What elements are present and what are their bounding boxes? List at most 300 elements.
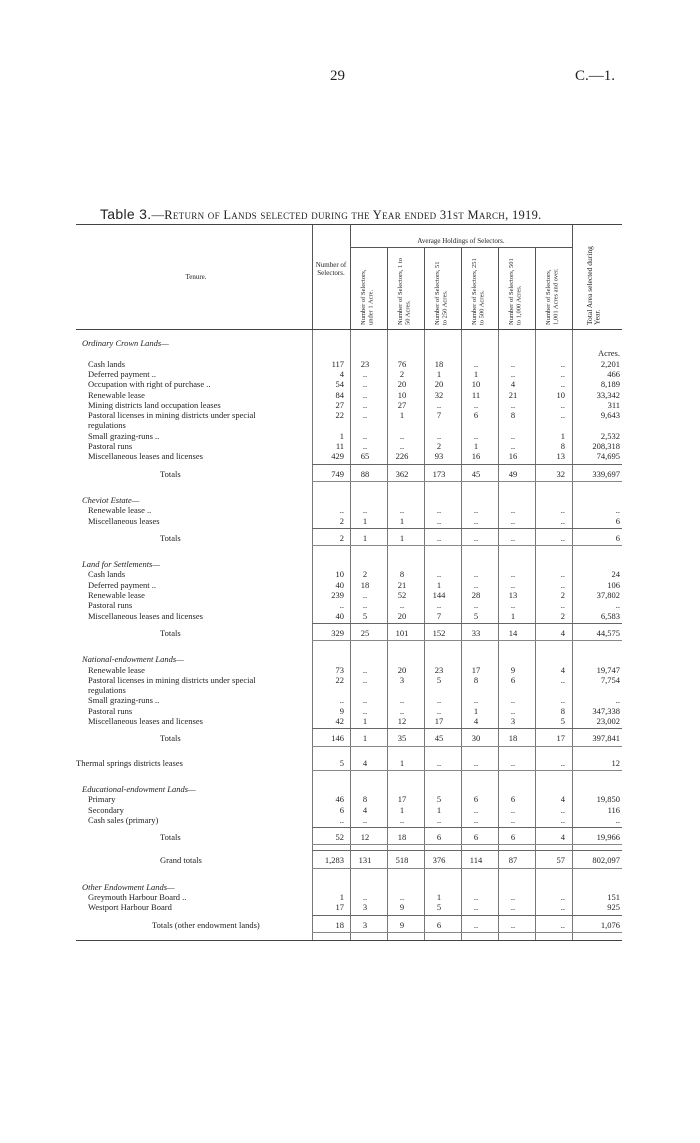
row-label: Small grazing-runs .. bbox=[88, 430, 160, 441]
cell: 27 bbox=[335, 399, 344, 410]
cell: 10 bbox=[397, 389, 407, 400]
header-tenure: Tenure. bbox=[185, 273, 207, 281]
cell: 151 bbox=[607, 892, 620, 902]
cell: .. bbox=[560, 410, 565, 421]
cell: 14 bbox=[508, 627, 518, 638]
cell: 4 bbox=[339, 368, 344, 379]
cell: 22 bbox=[335, 410, 344, 421]
cell: 4 bbox=[362, 757, 368, 768]
cell: 19,850 bbox=[596, 794, 620, 805]
cell: .. bbox=[362, 389, 368, 400]
cell: 152 bbox=[432, 627, 446, 638]
row-label: Totals bbox=[160, 468, 181, 479]
cell: 8,189 bbox=[600, 379, 620, 390]
cell: .. bbox=[560, 814, 565, 825]
cell: .. bbox=[399, 600, 405, 611]
row-label: Primary bbox=[88, 794, 116, 805]
row-label: Land for Settlements— bbox=[82, 559, 160, 570]
cell: .. bbox=[399, 705, 405, 716]
table-number: Table 3. bbox=[100, 206, 152, 222]
cell: .. bbox=[362, 430, 368, 441]
cell: .. bbox=[473, 919, 479, 930]
cell: 12 bbox=[611, 757, 620, 768]
cell: 18 bbox=[335, 919, 344, 930]
cell: 19,966 bbox=[596, 832, 620, 843]
cell: 1 bbox=[362, 733, 368, 744]
cell: .. bbox=[510, 515, 516, 526]
cell: .. bbox=[399, 430, 405, 441]
cell: .. bbox=[473, 814, 479, 825]
cell: .. bbox=[362, 590, 368, 600]
row-label: Westport Harbour Board bbox=[88, 902, 172, 913]
cell: 3 bbox=[362, 902, 368, 913]
cell: .. bbox=[473, 902, 479, 913]
cell: 10 bbox=[471, 379, 481, 390]
cell: 17 bbox=[335, 902, 344, 913]
cell: 11 bbox=[335, 441, 344, 451]
cell: 466 bbox=[607, 368, 620, 379]
cell: 144 bbox=[432, 590, 446, 600]
cell: .. bbox=[560, 515, 565, 526]
cell: 9 bbox=[510, 664, 516, 675]
cell: .. bbox=[560, 902, 565, 913]
cell: .. bbox=[560, 919, 565, 930]
cell: .. bbox=[436, 600, 442, 611]
cell: 13 bbox=[508, 590, 518, 600]
header-num-selectors: Number of Selectors. bbox=[315, 261, 347, 277]
cell: .. bbox=[362, 892, 368, 902]
cell: 339,697 bbox=[592, 468, 620, 479]
row-label: Grand totals bbox=[160, 855, 202, 866]
cell: 1,283 bbox=[324, 855, 344, 866]
cell: 2 bbox=[399, 368, 405, 379]
row-label: regulations bbox=[88, 685, 126, 696]
cell: .. bbox=[436, 515, 442, 526]
cell: .. bbox=[436, 505, 442, 516]
cell: 12 bbox=[360, 832, 370, 843]
cell: 84 bbox=[335, 389, 344, 400]
table-header bbox=[76, 224, 622, 330]
cell: .. bbox=[560, 358, 565, 369]
cell: 17 bbox=[397, 794, 407, 805]
cell: 6 bbox=[615, 515, 620, 526]
cell: .. bbox=[362, 814, 368, 825]
row-label: Renewable lease bbox=[88, 590, 145, 600]
table-row bbox=[76, 580, 622, 590]
cell: .. bbox=[510, 579, 516, 590]
cell: 2 bbox=[436, 441, 442, 451]
cell: 6 bbox=[510, 832, 516, 843]
cell: .. bbox=[473, 532, 479, 543]
cell: 23 bbox=[434, 664, 444, 675]
cell: .. bbox=[473, 430, 479, 441]
cell: .. bbox=[510, 600, 516, 611]
table-row bbox=[76, 420, 622, 430]
row-label: Cash lands bbox=[88, 569, 126, 580]
row-label: Renewable lease bbox=[88, 389, 145, 400]
cell: 9 bbox=[339, 705, 344, 716]
cell: .. bbox=[362, 695, 368, 706]
cell: 10 bbox=[335, 569, 344, 580]
totals-row bbox=[76, 920, 622, 930]
cell: 1 bbox=[399, 804, 405, 815]
cell: .. bbox=[510, 441, 516, 451]
row-label: Deferred payment .. bbox=[88, 368, 156, 379]
cell: 6 bbox=[473, 410, 479, 421]
table-row bbox=[76, 758, 622, 768]
cell: .. bbox=[510, 569, 516, 580]
cell: 93 bbox=[434, 451, 444, 462]
cell: 5 bbox=[560, 716, 565, 726]
cell: .. bbox=[473, 600, 479, 611]
cell: .. bbox=[510, 505, 516, 516]
cell: 76 bbox=[397, 358, 407, 369]
cell: 20 bbox=[397, 379, 407, 390]
row-label: Pastoral runs bbox=[88, 600, 133, 611]
cell: 8 bbox=[473, 674, 479, 685]
table-row bbox=[76, 611, 622, 621]
row-label: Small grazing-runs .. bbox=[88, 695, 160, 706]
cell: .. bbox=[560, 674, 565, 685]
cell: .. bbox=[560, 532, 565, 543]
cell: 4 bbox=[560, 664, 565, 675]
cell: 2 bbox=[362, 569, 368, 580]
row-label: Miscellaneous leases and licenses bbox=[88, 716, 203, 726]
cell: 87 bbox=[508, 855, 518, 866]
cell: 6,583 bbox=[600, 610, 620, 621]
cell: 7 bbox=[436, 610, 442, 621]
cell: 18 bbox=[434, 358, 444, 369]
header-total-area: Total Area selected during Year. bbox=[585, 246, 602, 325]
table-row bbox=[76, 359, 622, 369]
row-label: Totals (other endowment lands) bbox=[152, 919, 260, 930]
lands-table bbox=[76, 224, 622, 941]
table-row bbox=[76, 665, 622, 675]
cell: 52 bbox=[397, 590, 407, 600]
cell: 1 bbox=[473, 705, 479, 716]
cell: 925 bbox=[607, 902, 620, 913]
cell: .. bbox=[473, 569, 479, 580]
cell: .. bbox=[436, 757, 442, 768]
cell: 44,575 bbox=[596, 627, 620, 638]
cell: .. bbox=[473, 757, 479, 768]
table-row bbox=[76, 815, 622, 825]
cell: 13 bbox=[556, 451, 565, 462]
cell: 1,076 bbox=[600, 919, 620, 930]
cell: .. bbox=[510, 358, 516, 369]
cell: 21 bbox=[397, 579, 407, 590]
cell: .. bbox=[436, 399, 442, 410]
cell: 429 bbox=[331, 451, 344, 462]
row-label: Greymouth Harbour Board .. bbox=[88, 892, 187, 902]
totals-row bbox=[76, 832, 622, 842]
cell: .. bbox=[436, 430, 442, 441]
cell: .. bbox=[362, 664, 368, 675]
page-number: 29 bbox=[330, 68, 345, 84]
cell: .. bbox=[473, 579, 479, 590]
cell: .. bbox=[436, 569, 442, 580]
cell: 4 bbox=[362, 804, 368, 815]
cell: 8 bbox=[362, 794, 368, 805]
cell: 40 bbox=[335, 610, 344, 621]
cell: 24 bbox=[611, 569, 620, 580]
table-row bbox=[76, 441, 622, 451]
cell: .. bbox=[399, 441, 405, 451]
table-row bbox=[76, 600, 622, 610]
row-label: regulations bbox=[88, 420, 126, 431]
cell: .. bbox=[473, 505, 479, 516]
cell: 20 bbox=[397, 610, 407, 621]
header-col-1-50: Number of Selectors, 1 to 50 Acres. bbox=[397, 258, 412, 325]
cell: 37,802 bbox=[596, 590, 620, 600]
cell: 9 bbox=[399, 919, 405, 930]
cell: 74,695 bbox=[596, 451, 620, 462]
cell: 226 bbox=[395, 451, 409, 462]
cell: 33,342 bbox=[596, 389, 620, 400]
cell: 18 bbox=[508, 733, 518, 744]
cell: 2 bbox=[560, 610, 565, 621]
cell: 1 bbox=[436, 804, 442, 815]
cell: .. bbox=[473, 399, 479, 410]
totals-row bbox=[76, 628, 622, 638]
cell: 6 bbox=[339, 804, 344, 815]
cell: .. bbox=[510, 919, 516, 930]
cell: 6 bbox=[436, 832, 442, 843]
cell: 173 bbox=[432, 468, 446, 479]
row-label: Miscellaneous leases and licenses bbox=[88, 451, 203, 462]
cell: .. bbox=[362, 379, 368, 390]
cell: 19,747 bbox=[596, 664, 620, 675]
totals-row bbox=[76, 733, 622, 743]
cell: 5 bbox=[362, 610, 368, 621]
header-col-51-250: Number of Selectors, 51 to 250 Acres. bbox=[434, 261, 449, 325]
section-row bbox=[76, 784, 622, 794]
cell: 33 bbox=[471, 627, 481, 638]
cell: 146 bbox=[331, 733, 344, 744]
cell: 1 bbox=[473, 368, 479, 379]
cell: 329 bbox=[331, 627, 344, 638]
cell: 35 bbox=[397, 733, 407, 744]
cell: .. bbox=[560, 695, 565, 706]
cell: .. bbox=[510, 695, 516, 706]
cell: 5 bbox=[436, 902, 442, 913]
cell: 1 bbox=[339, 430, 344, 441]
row-label: Miscellaneous leases and licenses bbox=[88, 610, 203, 621]
cell: 7,754 bbox=[600, 674, 620, 685]
row-label: Thermal springs districts leases bbox=[76, 757, 183, 768]
cell: 32 bbox=[434, 389, 444, 400]
cell: 45 bbox=[471, 468, 481, 479]
cell: .. bbox=[560, 600, 565, 611]
cell: .. bbox=[560, 757, 565, 768]
cell: 4 bbox=[560, 794, 565, 805]
cell: .. bbox=[510, 705, 516, 716]
cell: 1 bbox=[399, 757, 405, 768]
table-title bbox=[100, 206, 620, 223]
section-row bbox=[76, 559, 622, 569]
cell: Acres. bbox=[598, 348, 620, 359]
cell: 16 bbox=[471, 451, 481, 462]
cell: 749 bbox=[331, 468, 344, 479]
cell: 9 bbox=[399, 902, 405, 913]
cell: .. bbox=[560, 892, 565, 902]
cell: .. bbox=[339, 695, 344, 706]
table-row bbox=[76, 516, 622, 526]
table-row bbox=[76, 590, 622, 600]
cell: .. bbox=[436, 705, 442, 716]
row-label: Cash sales (primary) bbox=[88, 814, 159, 825]
cell: .. bbox=[510, 804, 516, 815]
cell: 1 bbox=[510, 610, 516, 621]
table-row bbox=[76, 369, 622, 379]
cell: 3 bbox=[399, 674, 405, 685]
cell: 22 bbox=[335, 674, 344, 685]
row-label: Secondary bbox=[88, 804, 124, 815]
cell: .. bbox=[510, 902, 516, 913]
cell: .. bbox=[615, 600, 620, 611]
cell: 5 bbox=[436, 674, 442, 685]
cell: .. bbox=[473, 695, 479, 706]
table-row bbox=[76, 794, 622, 804]
cell: 20 bbox=[397, 664, 407, 675]
cell: .. bbox=[510, 368, 516, 379]
cell: 3 bbox=[362, 919, 368, 930]
cell: .. bbox=[473, 515, 479, 526]
cell: 17 bbox=[434, 716, 444, 726]
cell: .. bbox=[560, 505, 565, 516]
cell: 17 bbox=[471, 664, 481, 675]
cell: .. bbox=[436, 695, 442, 706]
row-label: National-endowment Lands— bbox=[82, 654, 184, 665]
cell: 2 bbox=[339, 515, 344, 526]
cell: 54 bbox=[335, 379, 344, 390]
section-row bbox=[76, 882, 622, 892]
table-row bbox=[76, 410, 622, 420]
cell: 18 bbox=[397, 832, 407, 843]
row-label: Renewable lease bbox=[88, 664, 145, 675]
table-row bbox=[76, 706, 622, 716]
cell: 3 bbox=[510, 716, 516, 726]
cell: 1 bbox=[473, 441, 479, 451]
cell: .. bbox=[615, 505, 620, 516]
cell: .. bbox=[339, 505, 344, 516]
cell: 2 bbox=[560, 590, 565, 600]
cell: .. bbox=[560, 579, 565, 590]
cell: 23,002 bbox=[596, 716, 620, 726]
cell: 5 bbox=[473, 610, 479, 621]
cell: 6 bbox=[473, 794, 479, 805]
row-label: Pastoral licenses in mining districts under special bbox=[88, 410, 256, 421]
cell: .. bbox=[473, 358, 479, 369]
cell: .. bbox=[362, 705, 368, 716]
cell: .. bbox=[399, 892, 405, 902]
cell: 1 bbox=[362, 515, 368, 526]
cell: 208,318 bbox=[592, 441, 620, 451]
cell: 116 bbox=[607, 804, 620, 815]
cell: .. bbox=[510, 532, 516, 543]
row-label: Other Endowment Lands— bbox=[82, 881, 175, 892]
row-label: Totals bbox=[160, 627, 181, 638]
cell: .. bbox=[399, 505, 405, 516]
cell: 1 bbox=[362, 716, 368, 726]
cell: .. bbox=[399, 695, 405, 706]
table-row bbox=[76, 902, 622, 912]
row-label: Pastoral runs bbox=[88, 705, 133, 716]
cell: .. bbox=[510, 757, 516, 768]
cell: 88 bbox=[360, 468, 370, 479]
cell: .. bbox=[510, 430, 516, 441]
row-label: Cash lands bbox=[88, 358, 126, 369]
cell: 2,532 bbox=[600, 430, 620, 441]
cell: .. bbox=[473, 804, 479, 815]
cell: .. bbox=[510, 892, 516, 902]
cell: 8 bbox=[510, 410, 516, 421]
row-label: Mining districts land occupation leases bbox=[88, 399, 221, 410]
row-label: Renewable lease .. bbox=[88, 505, 152, 516]
row-label: Educational-endowment Lands— bbox=[82, 783, 196, 794]
cell: 1 bbox=[362, 532, 368, 543]
cell: 5 bbox=[436, 794, 442, 805]
cell: .. bbox=[560, 379, 565, 390]
cell: 8 bbox=[560, 705, 565, 716]
header-col-251-500: Number of Selectors, 251 to 500 Acres. bbox=[471, 258, 486, 325]
cell: 4 bbox=[473, 716, 479, 726]
table-row bbox=[76, 675, 622, 685]
cell: 1 bbox=[436, 579, 442, 590]
row-label: Totals bbox=[160, 532, 181, 543]
table-row bbox=[76, 348, 622, 358]
header-col-under-1: Number of Selectors, under 1 Acre. bbox=[360, 269, 375, 325]
cell: 21 bbox=[508, 389, 518, 400]
cell: 65 bbox=[360, 451, 370, 462]
cell: .. bbox=[560, 569, 565, 580]
cell: 23 bbox=[360, 358, 370, 369]
cell: 32 bbox=[556, 468, 565, 479]
cell: 2 bbox=[339, 532, 344, 543]
totals-row bbox=[76, 469, 622, 479]
table-row bbox=[76, 505, 622, 515]
cell: 18 bbox=[360, 579, 370, 590]
table-row bbox=[76, 805, 622, 815]
cell: 1 bbox=[560, 430, 565, 441]
cell: .. bbox=[560, 399, 565, 410]
cell: 57 bbox=[556, 855, 565, 866]
row-label: Occupation with right of purchase .. bbox=[88, 379, 211, 390]
cell: 6 bbox=[615, 532, 620, 543]
cell: 802,097 bbox=[592, 855, 620, 866]
cell: .. bbox=[339, 814, 344, 825]
cell: 347,338 bbox=[592, 705, 620, 716]
table-row bbox=[76, 431, 622, 441]
cell: 40 bbox=[335, 579, 344, 590]
table-row bbox=[76, 569, 622, 579]
row-label: Totals bbox=[160, 832, 181, 843]
table-body bbox=[76, 330, 622, 941]
cell: 6 bbox=[436, 919, 442, 930]
cell: 4 bbox=[560, 627, 565, 638]
cell: 20 bbox=[434, 379, 444, 390]
cell: .. bbox=[436, 814, 442, 825]
cell: .. bbox=[615, 695, 620, 706]
cell: .. bbox=[399, 814, 405, 825]
cell: .. bbox=[436, 532, 442, 543]
cell: 1 bbox=[399, 515, 405, 526]
table-row bbox=[76, 695, 622, 705]
cell: .. bbox=[362, 505, 368, 516]
cell: .. bbox=[362, 441, 368, 451]
header-col-501-1000: Number of Selectors, 501 to 1,000 Acres. bbox=[508, 258, 523, 325]
cell: 25 bbox=[360, 627, 370, 638]
